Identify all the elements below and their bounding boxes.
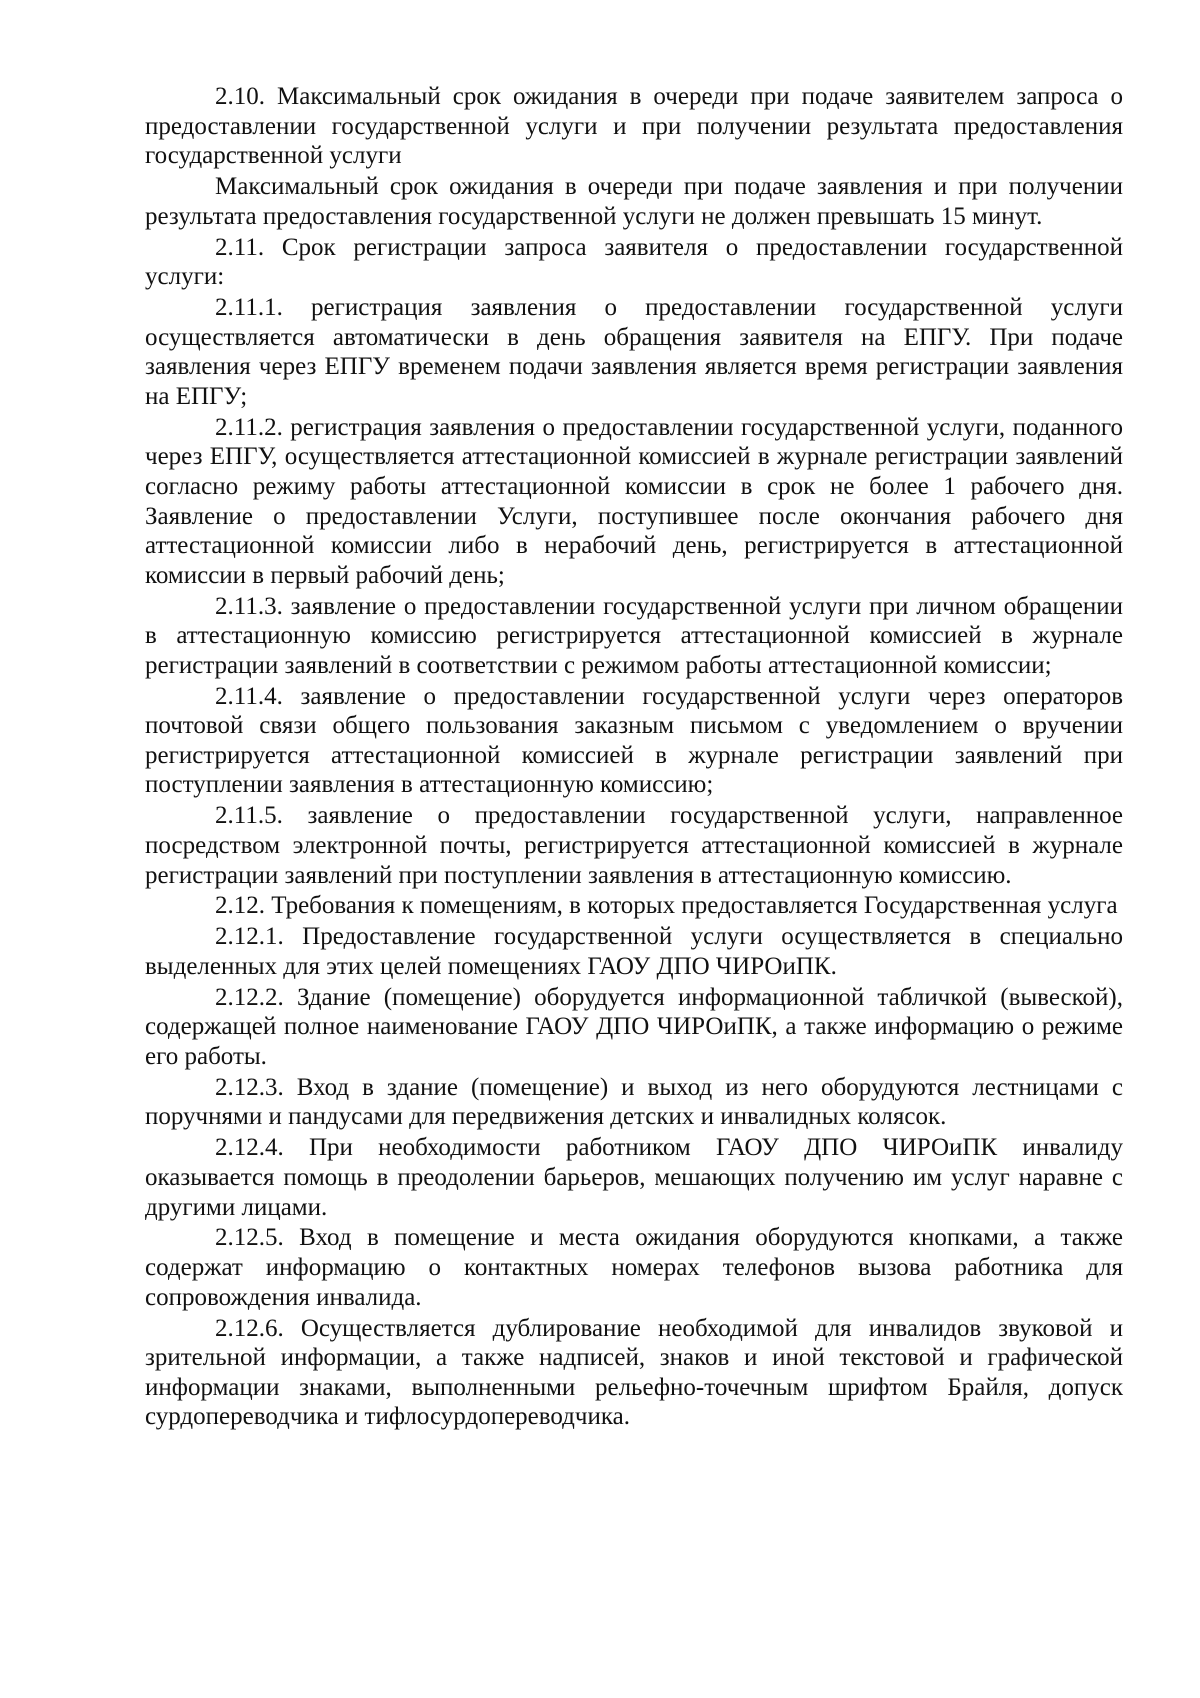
section-2-12-4: 2.12.4. При необходимости работником ГАОУ ДПО ЧИРОиПК инвалиду оказывается помощь в преодолении барьеров, мешающих получению им услуг наравне с другими лицами. [145, 1134, 1123, 1221]
section-2-11-heading: 2.11. Срок регистрации запроса заявителя о предоставлении государственной услуги: [145, 233, 1123, 291]
section-2-11-2: 2.11.2. регистрация заявления о предоставлении государственной услуги, поданного через ЕПГУ, осуществляется аттестационной комиссией в журнале регистрации заявлений согласно режиму работы аттестационной комиссии в срок не более 1 рабочего дня. Заявление о предоставлении Услуги, поступившее после окончания рабочего дня аттестационной комиссии либо в нерабочий день, регистрируется в аттестационной комиссии в первый рабочий день; [145, 413, 1123, 589]
section-2-12-5: 2.12.5. Вход в помещение и места ожидания оборудуются кнопками, а также содержат информацию о контактных номерах телефонов вызова работника для сопровождения инвалида. [145, 1224, 1123, 1311]
section-2-11-5: 2.11.5. заявление о предоставлении государственной услуги, направленное посредством электронной почты, регистрируется аттестационной комиссией в журнале регистрации заявлений при поступлении заявления в аттестационную комиссию. [145, 802, 1123, 889]
section-2-11-3: 2.11.3. заявление о предоставлении государственной услуги при личном обращении в аттестационную комиссию регистрируется аттестационной комиссией в журнале регистрации заявлений в соответствии с режимом работы аттестационной комиссии; [145, 592, 1123, 679]
section-2-11-4: 2.11.4. заявление о предоставлении государственной услуги через операторов почтовой связи общего пользования заказным письмом с уведомлением о вручении регистрируется аттестационной комиссией в журнале регистрации заявлений при поступлении заявления в аттестационную комиссию; [145, 682, 1123, 799]
section-2-12-2: 2.12.2. Здание (помещение) оборудуется информационной табличкой (вывеской), содержащей полное наименование ГАОУ ДПО ЧИРОиПК, а также информацию о режиме его работы. [145, 983, 1123, 1070]
section-2-10-heading: 2.10. Максимальный срок ожидания в очереди при подаче заявителем запроса о предоставлении государственной услуги и при получении результата предоставления государственной услуги [145, 83, 1123, 170]
document-page [145, 82, 1123, 1432]
section-2-12-6: 2.12.6. Осуществляется дублирование необходимой для инвалидов звуковой и зрительной информации, а также надписей, знаков и иной текстовой и графической информации знаками, выполненными рельефно-точечным шрифтом Брайля, допуск сурдопереводчика и тифлосурдопереводчика. [145, 1314, 1123, 1431]
section-2-10-text: Максимальный срок ожидания в очереди при подаче заявления и при получении результата предоставления государственной услуги не должен превышать 15 минут. [145, 173, 1123, 230]
section-2-11-1: 2.11.1. регистрация заявления о предоставлении государственной услуги осуществляется автоматически в день обращения заявителя на ЕПГУ. При подаче заявления через ЕПГУ временем подачи заявления является время регистрации заявления на ЕПГУ; [145, 294, 1123, 410]
section-2-12-1: 2.12.1. Предоставление государственной услуги осуществляется в специально выделенных для этих целей помещениях ГАОУ ДПО ЧИРОиПК. [145, 923, 1123, 980]
section-2-12-heading: 2.12. Требования к помещениям, в которых предоставляется Государственная услуга [215, 892, 1118, 920]
section-2-12-3: 2.12.3. Вход в здание (помещение) и выход из него оборудуются лестницами с поручнями и пандусами для передвижения детских и инвалидных колясок. [145, 1073, 1123, 1131]
